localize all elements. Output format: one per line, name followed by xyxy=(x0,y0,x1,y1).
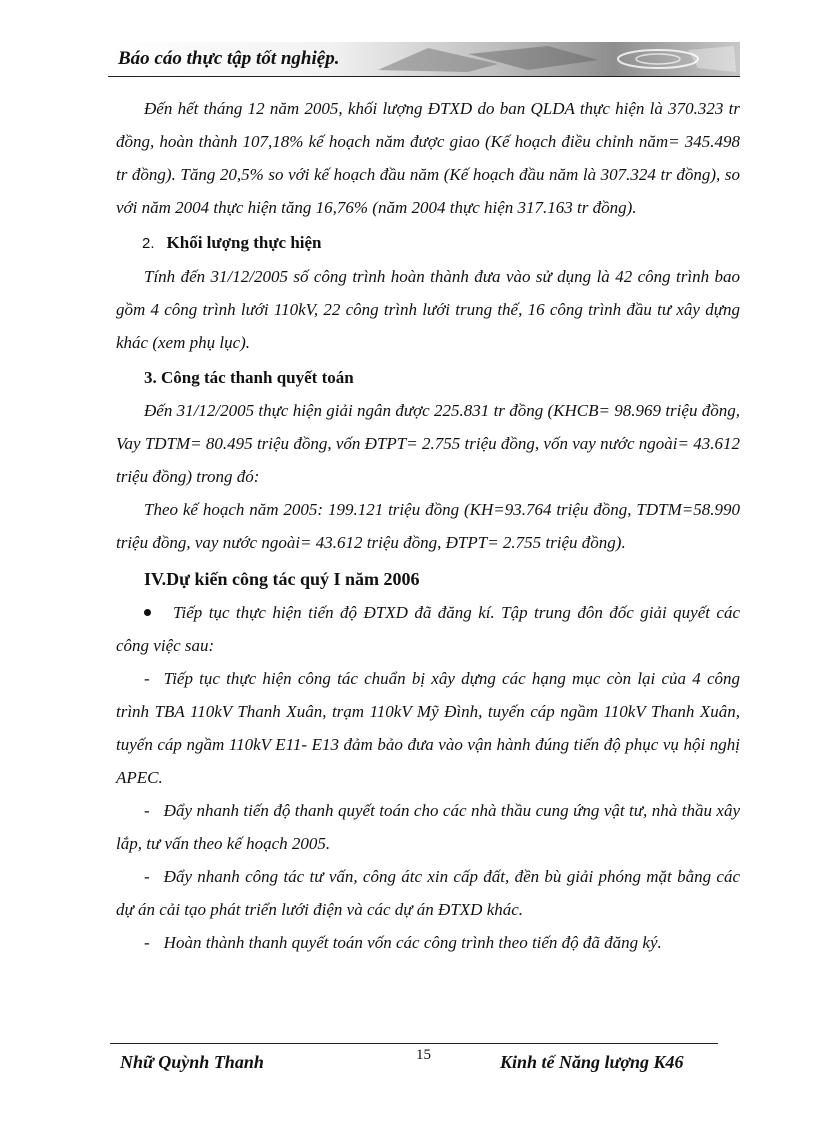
section-2-number: 2. xyxy=(142,235,155,252)
section-2-paragraph: Tính đến 31/12/2005 số công trình hoàn thành đưa vào sử dụng là 42 công trình bao gồm 4 công trình lưới 110kV, 22 công trình lưới trung thế, 16 công trình đầu tư xây dựng khác (xem phụ lục). xyxy=(116,267,740,352)
footer-author: Nhữ Quỳnh Thanh xyxy=(120,1052,264,1072)
bullet-icon xyxy=(144,609,151,616)
page-content xyxy=(116,92,740,959)
list-item-text: Tiếp tục thực hiện công tác chuẩn bị xây dựng các hạng mục còn lại của 4 công trình TBA 110kV Thanh Xuân, trạm 110kV Mỹ Đình, tuyến cáp ngầm 110kV Thanh Xuân, tuyến cáp ngầm 110kV E11- E13 đảm bảo đưa vào vận hành đúng tiến độ phục vụ hội nghị APEC. xyxy=(116,669,740,787)
dash-marker: - xyxy=(144,669,150,688)
section-3-heading: 3. Công tác thanh quyết toán xyxy=(144,368,354,387)
list-item-text: Đẩy nhanh công tác tư vấn, công átc xin cấp đất, đền bù giải phóng mặt bằng các dự án cải tạo phát triển lưới điện và các dự án ĐTXD khác. xyxy=(116,867,740,919)
list-item xyxy=(116,662,740,794)
footer-course: Kinh tế Năng lượng K46 xyxy=(500,1052,684,1072)
list-item xyxy=(116,926,740,959)
footer-divider xyxy=(110,1043,718,1044)
section-2-heading xyxy=(116,226,740,260)
page-header xyxy=(108,42,740,77)
dash-marker: - xyxy=(144,933,150,952)
section-3-paragraph-2: Theo kế hoạch năm 2005: 199.121 triệu đồng (KH=93.764 triệu đồng, TDTM=58.990 triệu đồng, vay nước ngoài= 43.612 triệu đồng, ĐTPT= 2.755 triệu đồng). xyxy=(116,500,740,552)
list-item xyxy=(116,794,740,860)
header-title: Báo cáo thực tập tốt nghiệp. xyxy=(118,48,340,69)
bullet-item-text: Tiếp tục thực hiện tiến độ ĐTXD đã đăng kí. Tập trung đôn đốc giải quyết các công việc sau: xyxy=(116,603,740,655)
intro-paragraph: Đến hết tháng 12 năm 2005, khối lượng ĐTXD do ban QLDA thực hiện là 370.323 tr đồng, hoàn thành 107,18% kế hoạch năm được giao (Kế hoạch điều chỉnh năm= 345.498 tr đồng). Tăng 20,5% so với kế hoạch đầu năm (Kế hoạch đầu năm là 307.324 tr đồng), so với năm 2004 thực hiện tăng 16,76% (năm 2004 thực hiện 317.163 tr đồng). xyxy=(116,99,740,217)
list-item-text: Đẩy nhanh tiến độ thanh quyết toán cho các nhà thầu cung ứng vật tư, nhà thầu xây lắp, tư vấn theo kế hoạch 2005. xyxy=(116,801,740,853)
page-number: 15 xyxy=(416,1047,431,1063)
list-item-text: Hoàn thành thanh quyết toán vốn các công trình theo tiến độ đã đăng ký. xyxy=(163,933,662,952)
section-3-paragraph-1: Đến 31/12/2005 thực hiện giải ngân được 225.831 tr đồng (KHCB= 98.969 triệu đồng, Vay TDTM= 80.495 triệu đồng, vốn ĐTPT= 2.755 triệu đồng, vốn vay nước ngoài= 43.612 triệu đồng) trong đó: xyxy=(116,401,740,486)
header-decoration-icon xyxy=(358,42,740,76)
dash-marker: - xyxy=(144,867,150,886)
list-item xyxy=(116,860,740,926)
section-2-title: Khối lượng thực hiện xyxy=(166,233,322,252)
section-4-heading: IV.Dự kiến công tác quý I năm 2006 xyxy=(144,569,420,589)
dash-marker: - xyxy=(144,801,150,820)
bullet-item xyxy=(116,596,740,662)
